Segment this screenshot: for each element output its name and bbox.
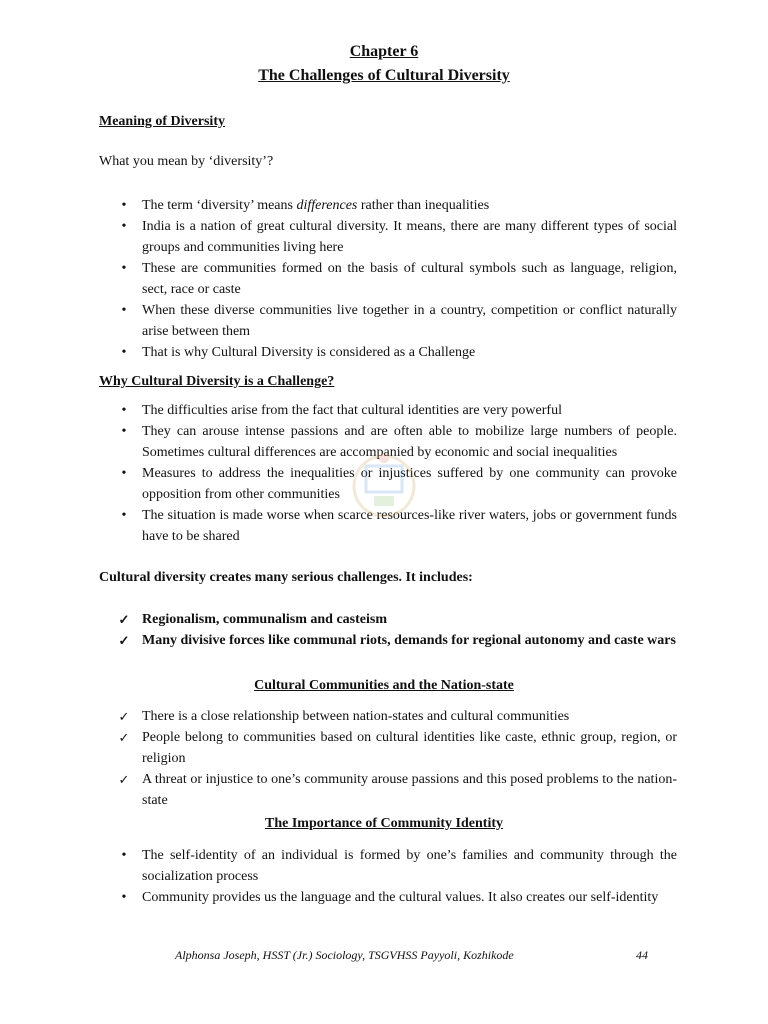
nation-state-check-list	[99, 706, 677, 811]
chapter-number: Chapter 6	[349, 43, 419, 60]
meaning-bullet-list	[99, 195, 677, 363]
check-icon	[117, 769, 131, 791]
list-item: • The self-identity of an individual is formed by one’s families and community through the socialization process	[99, 845, 677, 887]
check-icon	[117, 630, 131, 652]
check-icon	[117, 609, 131, 631]
list-item: • That is why Cultural Diversity is considered as a Challenge	[99, 342, 677, 363]
list-item: ✓ There is a close relationship between nation-states and cultural communities	[99, 706, 677, 727]
section-heading-meaning: Meaning of Diversity	[99, 114, 225, 129]
list-item: • These are communities formed on the basis of cultural symbols such as language, religion, sect, race or caste	[99, 258, 677, 300]
section-heading-nation-state: Cultural Communities and the Nation-state	[254, 678, 514, 693]
list-item: ✓ People belong to communities based on cultural identities like caste, ethnic group, region, or religion	[99, 727, 677, 769]
list-item: • When these diverse communities live together in a country, competition or conflict naturally arise between them	[99, 300, 677, 342]
list-item: • The situation is made worse when scarce resources-like river waters, jobs or government funds have to be shared	[99, 505, 677, 547]
list-item: • The term ‘diversity’ means differences rather than inequalities	[99, 195, 677, 216]
check-icon	[117, 706, 131, 728]
list-item: ✓ A threat or injustice to one’s community arouse passions and this posed problems to the nation-state	[99, 769, 677, 811]
list-item: • Community provides us the language and the cultural values. It also creates our self-identity	[99, 887, 677, 908]
question-text: What you mean by ‘diversity’?	[99, 154, 274, 169]
chapter-title: The Challenges of Cultural Diversity	[258, 67, 510, 84]
list-item: ✓ Many divisive forces like communal riots, demands for regional autonomy and caste wars	[99, 630, 677, 651]
section-heading-why-challenge: Why Cultural Diversity is a Challenge?	[99, 374, 335, 389]
identity-bullet-list	[99, 845, 677, 908]
challenges-check-list	[99, 609, 677, 651]
list-item: • They can arouse intense passions and are often able to mobilize large numbers of people. Sometimes cultural differences are accompanied by economic and social inequalities	[99, 421, 677, 463]
section-heading-community-identity: The Importance of Community Identity	[265, 816, 503, 831]
list-item: • Measures to address the inequalities or injustices suffered by one community can provoke opposition from other communities	[99, 463, 677, 505]
footer-credit: Alphonsa Joseph, HSST (Jr.) Sociology, TSGVHSS Payyoli, Kozhikode	[175, 948, 514, 962]
watermark-logo	[352, 444, 416, 528]
check-icon	[117, 727, 131, 749]
list-item: • India is a nation of great cultural diversity. It means, there are many different types of social groups and communities living here	[99, 216, 677, 258]
list-item: • The difficulties arise from the fact that cultural identities are very powerful	[99, 400, 677, 421]
page-number: 44	[636, 948, 648, 962]
list-item: ✓ Regionalism, communalism and casteism	[99, 609, 677, 630]
challenges-intro: Cultural diversity creates many serious challenges. It includes:	[99, 570, 473, 585]
